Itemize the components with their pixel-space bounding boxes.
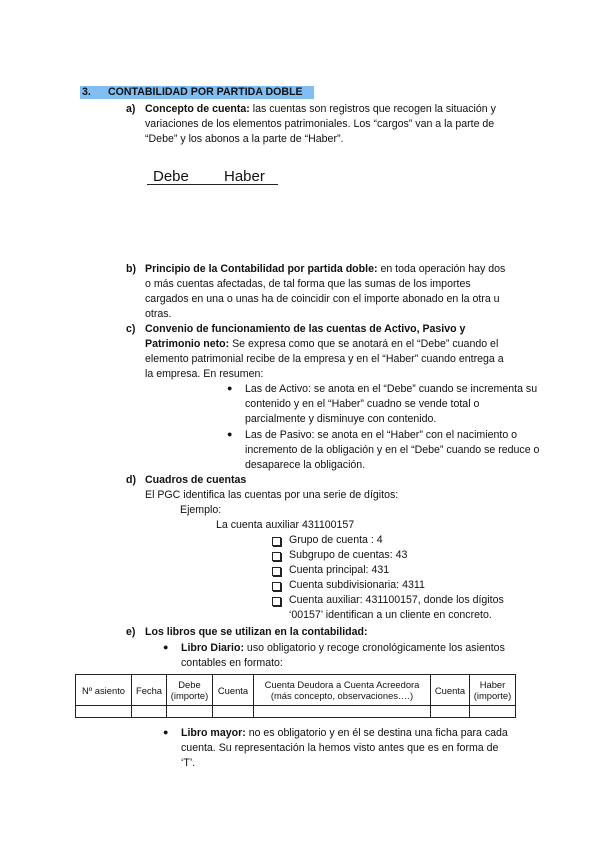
item-c-label: c)	[126, 323, 136, 335]
section-number: 3.	[82, 86, 91, 98]
e-mayor-line1	[181, 726, 508, 740]
item-d-line1: El PGC identifica las cuentas por una serie de dígitos:	[145, 489, 399, 501]
section-heading	[80, 86, 314, 99]
journal-col-header: Cuenta Deudora a Cuenta Acreedora (más concepto, observaciones….)	[254, 675, 431, 706]
checkbox-icon	[272, 537, 281, 546]
item-c-line4: la empresa. En resumen:	[145, 368, 264, 380]
journal-col-header: Fecha	[132, 675, 167, 706]
t-account-credit: Haber	[224, 168, 265, 185]
checkbox-icon	[272, 582, 281, 591]
c-bullet2-line2: incremento de la obligación y en el “Debe” cuando se reduce o	[245, 444, 540, 456]
journal-col-header: Debe (importe)	[167, 675, 213, 706]
checkbox-icon	[272, 567, 281, 576]
e-mayor-line2: cuenta. Su representación la hemos visto antes que es en forma de	[181, 742, 499, 754]
journal-col-header: Haber (importe)	[470, 675, 516, 706]
e-diario-line1-text: uso obligatorio y recoge cronológicamente los asientos	[243, 642, 505, 654]
checkbox-icon	[272, 597, 281, 606]
item-a-label: a)	[126, 103, 136, 115]
journal-table	[75, 674, 516, 718]
item-c-line3: elemento patrimonial recibe de la empresa y en el “Haber” cuando entrega a	[145, 353, 504, 365]
section-title: CONTABILIDAD POR PARTIDA DOBLE	[108, 86, 303, 98]
e-mayor-line1-text: no es obligatorio y en él se destina una ficha para cada	[245, 727, 508, 739]
item-d-example-label: Ejemplo:	[180, 504, 222, 516]
item-c-term-line1: Convenio de funcionamiento de las cuentas de Activo, Pasivo y	[145, 323, 466, 335]
d-item-2: Cuenta principal: 431	[289, 564, 390, 576]
item-b-line1-text: en toda operación hay dos	[377, 263, 506, 275]
bullet-icon: ●	[163, 727, 169, 737]
journal-col-header: Nº asiento	[76, 675, 132, 706]
item-a-line3: “Debe” y los abonos a la parte de “Haber”.	[145, 133, 344, 145]
c-bullet1-line1: Las de Activo: se anota en el “Debe” cuando se incrementa su	[245, 383, 538, 395]
journal-col-header: Cuenta	[213, 675, 254, 706]
c-bullet2-line1: Las de Pasivo: se anota en el “Haber” con el nacimiento o	[245, 429, 518, 441]
item-b-label: b)	[126, 263, 136, 275]
checkbox-icon	[272, 552, 281, 561]
item-d-label: d)	[126, 474, 136, 486]
item-b-line3: cargados en una o unas ha de coincidir con el importe abonado en la otra u	[145, 293, 500, 305]
bullet-icon: ●	[227, 429, 233, 439]
e-diario-line2: contables en formato:	[181, 657, 283, 669]
bullet-icon: ●	[227, 383, 233, 393]
item-a-line2: variaciones de los elementos patrimoniales. Los “cargos” van a la parte de	[145, 118, 495, 130]
d-item-5: ‘00157’ identifican a un cliente en concreto.	[289, 609, 492, 621]
item-b-line1	[145, 262, 505, 276]
e-mayor-line3: ‘T’.	[181, 757, 196, 769]
item-c-line2-text: Se expresa como que se anotará en el “Debe” cuando el	[229, 338, 499, 350]
e-mayor-term: Libro mayor:	[181, 727, 246, 739]
t-account-debit: Debe	[153, 168, 189, 185]
e-diario-term: Libro Diario:	[181, 642, 244, 654]
item-c-term-line2: Patrimonio neto:	[145, 338, 230, 350]
d-item-1: Subgrupo de cuentas: 43	[289, 549, 408, 561]
item-b-term: Principio de la Contabilidad por partida doble:	[145, 263, 378, 275]
d-item-3: Cuenta subdivisionaria: 4311	[289, 579, 425, 591]
item-e-label: e)	[126, 626, 136, 638]
journal-table-header	[76, 675, 516, 706]
t-account-rule	[147, 184, 278, 185]
e-diario-line1	[181, 641, 505, 655]
item-d-example-account: La cuenta auxiliar 431100157	[216, 519, 355, 531]
item-a-term: Concepto de cuenta:	[145, 103, 250, 115]
item-a-line1	[145, 102, 496, 116]
d-item-4: Cuenta auxiliar: 431100157, donde los dígitos	[289, 594, 504, 606]
item-b-line4: otras.	[145, 308, 172, 320]
item-b-line2: o más cuentas afectadas, de tal forma que las sumas de los importes	[145, 278, 471, 290]
item-c-line2	[145, 337, 498, 351]
bullet-icon: ●	[163, 642, 169, 652]
c-bullet1-line2: contenido y en el “Haber” cuadno se vende total o	[245, 398, 480, 410]
item-d-term: Cuadros de cuentas	[145, 474, 247, 486]
c-bullet1-line3: parcialmente y disminuye con contenido.	[245, 413, 437, 425]
item-e-term: Los libros que se utilizan en la contabilidad:	[145, 626, 368, 638]
d-item-0: Grupo de cuenta : 4	[289, 534, 383, 546]
table-row	[76, 706, 516, 718]
c-bullet2-line3: desaparece la obligación.	[245, 459, 366, 471]
journal-col-header: Cuenta	[431, 675, 470, 706]
item-a-line1-text: las cuentas son registros que recogen la situación y	[249, 103, 496, 115]
